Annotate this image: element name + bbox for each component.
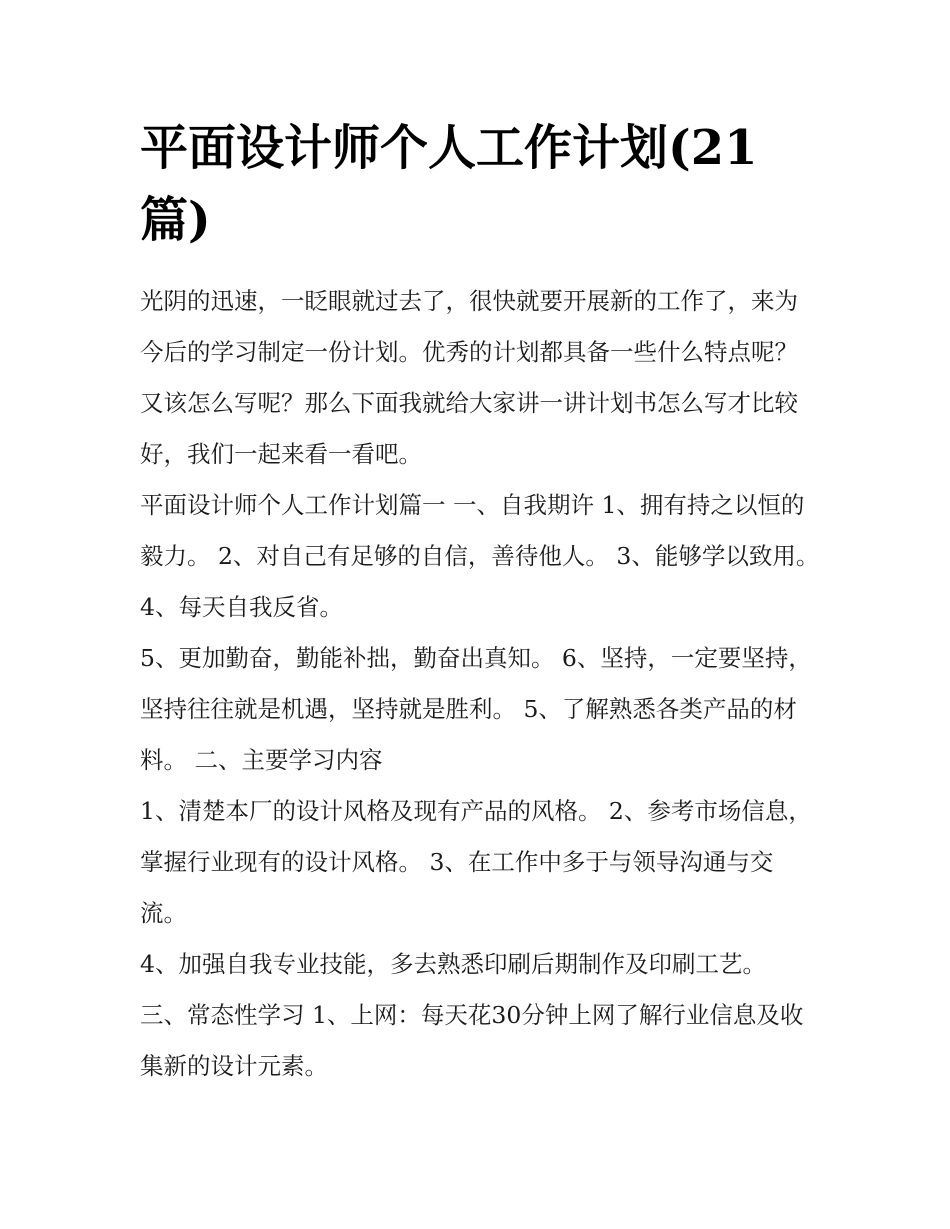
paragraph-routine-learning: 三、常态性学习 1、上网：每天花30分钟上网了解行业信息及收集新的设计元素。	[140, 1001, 804, 1080]
document-body	[140, 276, 820, 1092]
paragraph-learning-content: 1、清楚本厂的设计风格及现有产品的风格。 2、参考市场信息，掌握行业现有的设计风格。 3、在工作中多于与领导沟通与交流。	[140, 797, 812, 927]
paragraph-self-expectations: 平面设计师个人工作计划篇一 一、自我期许 1、拥有持之以恒的毅力。 2、对自己有足够的自信，善待他人。 3、能够学以致用。 4、每天自我反省。	[140, 491, 820, 621]
document-title: 平面设计师个人工作计划(21篇)	[140, 120, 758, 248]
paragraph-intro: 光阴的迅速，一眨眼就过去了，很快就要开展新的工作了，来为今后的学习制定一份计划。优秀的计划都具备一些什么特点呢？又该怎么写呢？那么下面我就给大家讲一讲计划书怎么写才比较好，我们一起来看一看吧。	[140, 287, 798, 468]
paragraph-diligence: 5、更加勤奋，勤能补拙，勤奋出真知。 6、坚持，一定要坚持，坚持往往就是机遇，坚持就是胜利。 5、了解熟悉各类产品的材料。 二、主要学习内容	[140, 644, 812, 774]
paragraph-skills: 4、加强自我专业技能，多去熟悉印刷后期制作及印刷工艺。	[140, 950, 766, 978]
